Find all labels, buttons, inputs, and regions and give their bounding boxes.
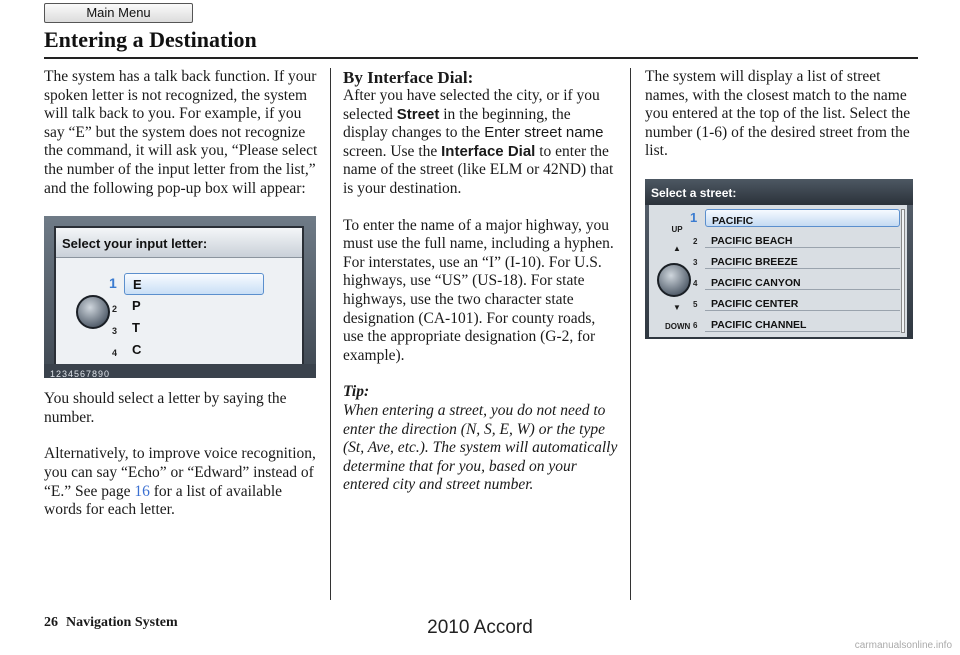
letter-option-1[interactable]: E: [124, 273, 264, 295]
option-number: 4: [112, 348, 118, 359]
street-number: 6: [693, 320, 698, 330]
talk-back-paragraph: The system has a talk back function. If your spoken letter is not recognized, the system will talk back to you. For example, if you say “E” but the system does not recognize the command, it will ask you, “Please select the number of the input letter from the list,” and the following pop-up box will appear:: [44, 68, 318, 197]
select-street-screen: [645, 179, 913, 339]
watermark: carmanualsonline.info: [854, 640, 952, 651]
column-divider: [330, 68, 331, 600]
letter-option-3[interactable]: T: [132, 320, 140, 336]
street-option-3[interactable]: PACIFIC BREEZE: [705, 251, 900, 269]
section-name: Navigation System: [66, 615, 178, 630]
column-2: [343, 68, 618, 513]
up-arrow-icon[interactable]: UP ▲: [671, 224, 683, 253]
interface-dial-paragraph: After you have selected the city, or if you selected Street in the beginning, the display changes to the Enter street name screen. Use the Interface Dial to enter the name of the street (like ELM or 42ND) that is your destination.: [343, 87, 614, 197]
scrollbar[interactable]: [901, 209, 905, 333]
street-option-6[interactable]: PACIFIC CHANNEL: [705, 314, 900, 332]
select-letter-paragraph: You should select a letter by saying the number.: [44, 390, 287, 426]
page-title: Entering a Destination: [44, 27, 257, 52]
option-number: 2: [112, 304, 118, 315]
column-divider: [630, 68, 631, 600]
highway-paragraph: To enter the name of a major highway, you must use the full name, including a hyphen. For interstates, use an “I” (I-10). For U.S. highways, use “US” (US-18). For state highways, use the two character state designation (CA-101). For county roads, use the appropriate designation (G-2, for example).: [343, 216, 614, 364]
popup-title: Select your input letter:: [56, 228, 302, 258]
letter-option-4[interactable]: C: [132, 342, 142, 358]
street-list-paragraph: The system will display a list of street names, with the closest match to the name you entered at the top of the list. Select the number (1-6) of the desired street from the list.: [645, 68, 911, 160]
street-number: 1: [690, 209, 698, 225]
street-option-4[interactable]: PACIFIC CANYON: [705, 272, 900, 290]
keyboard-strip: 1234567890: [44, 364, 316, 378]
page-number: 26: [44, 615, 58, 630]
down-arrow-icon[interactable]: ▼ DOWN: [665, 302, 691, 331]
street-number: 5: [693, 299, 698, 309]
option-number: 1: [109, 275, 117, 292]
screen-title: Select a street:: [645, 179, 913, 205]
letter-option-2[interactable]: P: [132, 298, 141, 314]
column-1: [44, 68, 319, 538]
tip-heading: Tip:: [343, 383, 370, 401]
model-label: 2010 Accord: [427, 617, 533, 638]
street-option-1[interactable]: PACIFIC: [705, 209, 900, 227]
street-number: 4: [693, 278, 698, 288]
street-number: 2: [693, 236, 698, 246]
interface-dial-icon: [657, 263, 691, 297]
street-option-5[interactable]: PACIFIC CENTER: [705, 293, 900, 311]
option-number: 3: [112, 326, 118, 337]
street-number: 3: [693, 257, 698, 267]
column-3: [645, 68, 920, 339]
interface-dial-heading: By Interface Dial:: [343, 68, 474, 87]
title-divider: [44, 57, 918, 59]
street-option-2[interactable]: PACIFIC BEACH: [705, 230, 900, 248]
street-list-panel: [649, 205, 907, 337]
page-16-link[interactable]: 16: [134, 482, 150, 500]
tip-body: When entering a street, you do not need to enter the direction (N, S, E, W) or the type (St, Ave, etc.). The system will automatically determine that for you, based on your entered city and street number.: [343, 401, 618, 494]
interface-dial-icon: [76, 295, 110, 329]
input-letter-popup: [54, 226, 304, 366]
main-menu-button[interactable]: Main Menu: [44, 3, 193, 23]
alternative-paragraph: Alternatively, to improve voice recognition, you can say “Echo” or “Edward” instead of “E.” See page 16 for a list of available words for each letter.: [44, 445, 316, 519]
input-letter-screen: [44, 216, 316, 378]
